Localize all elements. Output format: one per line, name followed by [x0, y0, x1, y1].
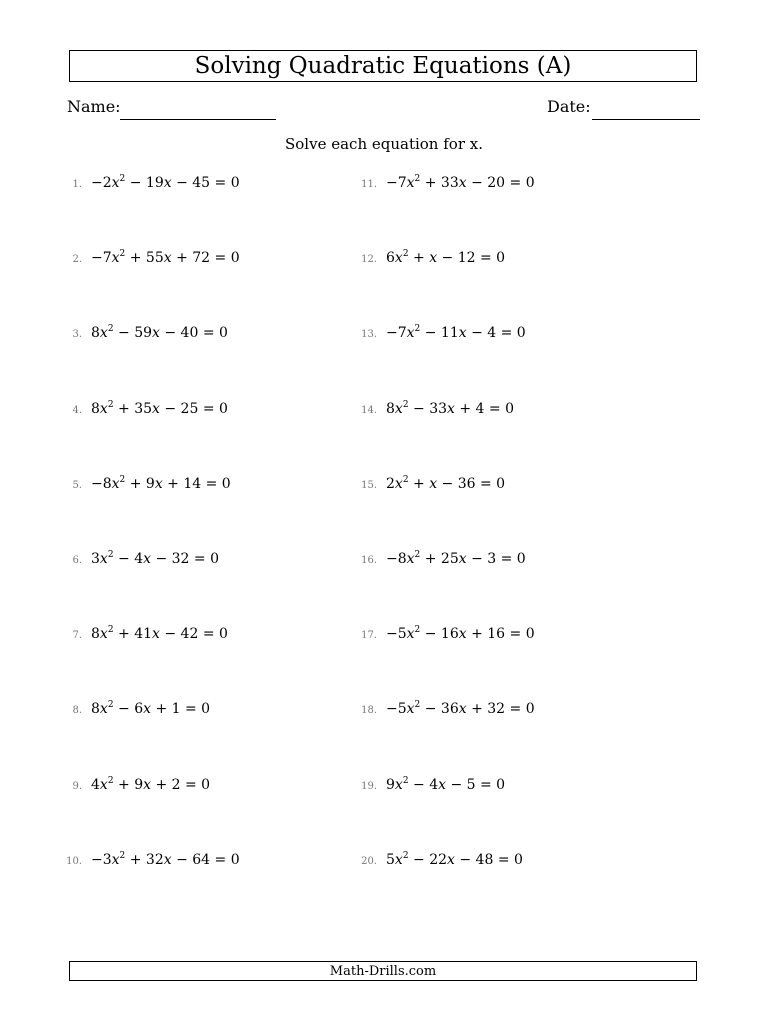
- problem-equation: $8x^2 - 6x + 1 = 0$: [91, 700, 211, 718]
- problem-number: 18.: [361, 705, 377, 717]
- problem-3: [60, 325, 228, 341]
- problem-number: 10.: [66, 855, 82, 867]
- problem-9: [60, 777, 210, 793]
- problem-number: 16.: [361, 555, 377, 566]
- problem-equation: $-7x^2 - 11x - 4 = 0$: [386, 324, 526, 342]
- date-underline[interactable]: [592, 119, 700, 120]
- instructions: Solve each equation for x.: [285, 135, 483, 153]
- problem-number: 20.: [361, 855, 377, 867]
- problem-equation: $-7x^2 + 55x + 72 = 0$: [91, 249, 240, 267]
- problem-number: 14.: [361, 404, 377, 416]
- problem-number: 6.: [72, 555, 82, 566]
- problem-number: 1.: [72, 179, 82, 190]
- problem-equation: $4x^2 + 9x + 2 = 0$: [91, 775, 211, 793]
- problem-7: [60, 626, 228, 642]
- problem-number: 5.: [72, 479, 82, 491]
- problem-20: [355, 852, 523, 868]
- problem-equation: $3x^2 - 4x - 32 = 0$: [91, 550, 219, 567]
- problem-8: [60, 701, 210, 717]
- problem-number: 8.: [72, 705, 82, 717]
- problem-equation: $2x^2 + x - 36 = 0$: [386, 474, 506, 492]
- problem-equation: $-5x^2 - 16x + 16 = 0$: [386, 625, 535, 643]
- problem-equation: $6x^2 + x - 12 = 0$: [386, 249, 506, 267]
- problem-equation: $5x^2 - 22x - 48 = 0$: [386, 850, 523, 868]
- problem-number: 7.: [72, 630, 82, 642]
- problem-number: 11.: [361, 179, 377, 190]
- problem-2: [60, 250, 240, 266]
- footer: Math-Drills.com: [69, 961, 697, 981]
- problem-equation: $-7x^2 + 33x - 20 = 0$: [386, 174, 535, 191]
- problem-equation: $8x^2 + 41x - 42 = 0$: [91, 625, 228, 643]
- problem-17: [355, 626, 535, 642]
- problem-equation: $-3x^2 + 32x - 64 = 0$: [91, 850, 240, 868]
- worksheet-title: Solving Quadratic Equations (A): [69, 50, 697, 82]
- problem-1: [60, 175, 240, 191]
- problem-4: [60, 401, 228, 417]
- problem-equation: $8x^2 - 33x + 4 = 0$: [386, 399, 514, 417]
- problem-number: 2.: [72, 254, 82, 266]
- problem-12: [355, 250, 505, 266]
- problem-15: [355, 476, 505, 492]
- date-label: Date:: [547, 97, 591, 116]
- problem-5: [60, 476, 231, 492]
- problem-equation: $8x^2 - 59x - 40 = 0$: [91, 324, 228, 342]
- problem-equation: $-5x^2 - 36x + 32 = 0$: [386, 700, 535, 718]
- problem-equation: $-8x^2 + 25x - 3 = 0$: [386, 550, 526, 567]
- problem-number: 19.: [361, 780, 377, 792]
- problem-number: 12.: [361, 254, 377, 266]
- problem-number: 15.: [361, 479, 377, 491]
- problem-number: 9.: [72, 780, 82, 792]
- problem-13: [355, 325, 526, 341]
- problem-equation: $-8x^2 + 9x + 14 = 0$: [91, 474, 231, 492]
- problem-19: [355, 777, 505, 793]
- problem-equation: $8x^2 + 35x - 25 = 0$: [91, 399, 228, 417]
- problem-number: 4.: [72, 404, 82, 416]
- problem-equation: $-2x^2 - 19x - 45 = 0$: [91, 174, 240, 191]
- name-label: Name:: [67, 97, 121, 116]
- problem-11: [355, 175, 535, 191]
- problem-6: [60, 551, 219, 567]
- problem-18: [355, 701, 535, 717]
- problem-10: [60, 852, 240, 868]
- problem-number: 3.: [72, 329, 82, 341]
- problem-16: [355, 551, 526, 567]
- problem-number: 17.: [361, 630, 377, 642]
- name-underline[interactable]: [120, 119, 276, 120]
- problem-equation: $9x^2 - 4x - 5 = 0$: [386, 775, 506, 793]
- problem-number: 13.: [361, 329, 377, 341]
- problem-14: [355, 401, 514, 417]
